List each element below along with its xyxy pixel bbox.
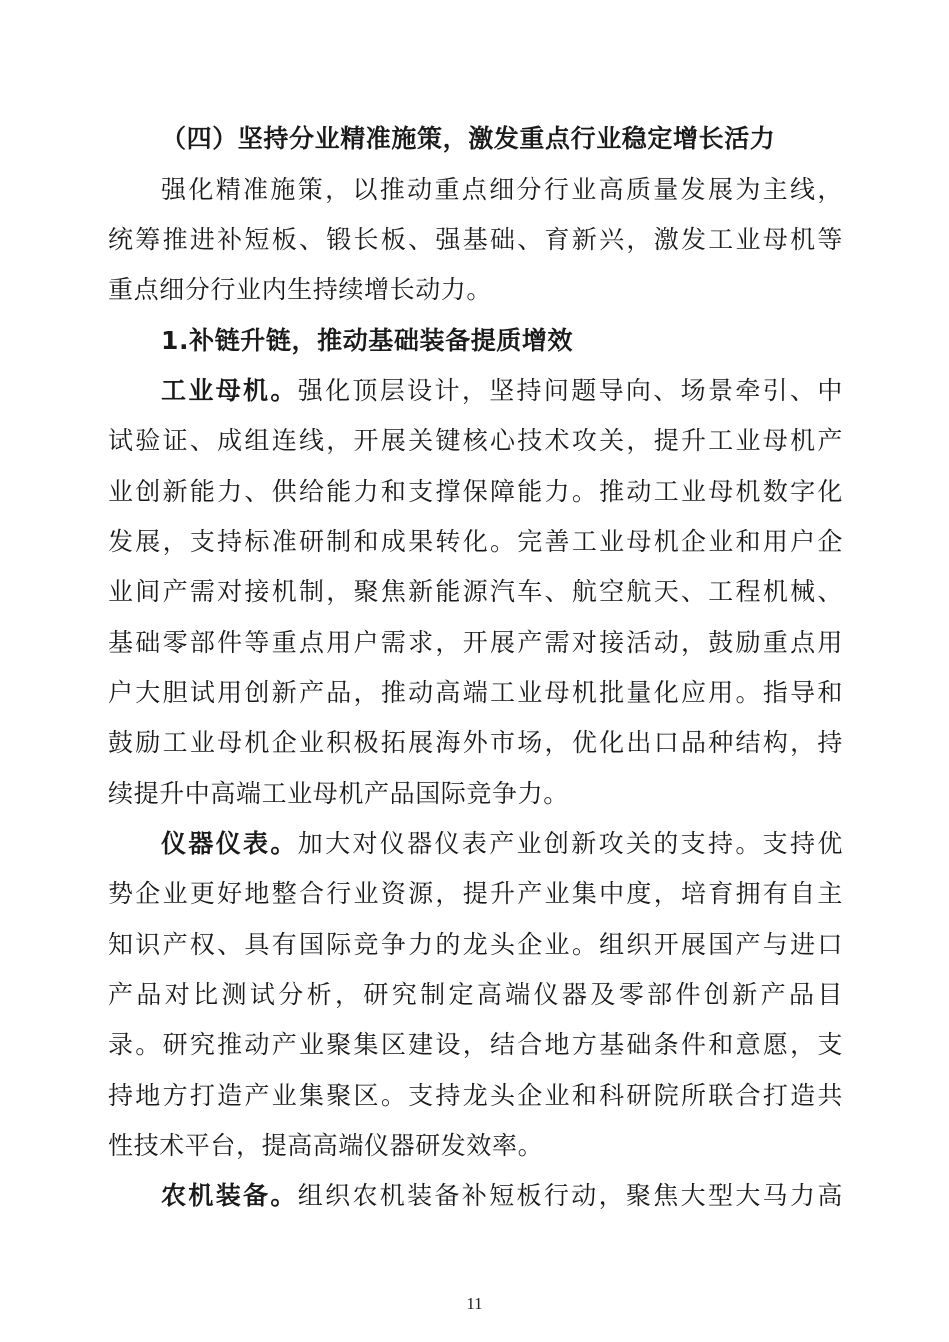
term-machine-tools: 工业母机。 — [161, 376, 298, 405]
paragraph-text: 组织农机装备补短板行动，聚焦大型大马力高 — [297, 1181, 843, 1210]
term-agri-machinery: 农机装备。 — [161, 1181, 298, 1210]
paragraph-first-line — [161, 819, 843, 869]
paragraph-line: 业创新能力、供给能力和支撑保障能力。推动工业母机数字化 — [108, 477, 843, 506]
paragraph-text: 强化顶层设计，坚持问题导向、场景牵引、中 — [297, 376, 843, 405]
intro-line: 统筹推进补短板、锻长板、强基础、育新兴，激发工业母机等 — [108, 225, 843, 254]
paragraph-text: 加大对仪器仪表产业创新攻关的支持。支持优 — [297, 829, 843, 858]
paragraph-first-line — [161, 366, 843, 416]
subheading: 1.补链升链，推动基础装备提质增效 — [161, 326, 574, 355]
intro-line: 重点细分行业内生持续增长动力。 — [108, 275, 493, 304]
paragraph-line: 基础零部件等重点用户需求，开展产需对接活动，鼓励重点用 — [108, 628, 843, 657]
paragraph-line: 产品对比测试分析，研究制定高端仪器及零部件创新产品目 — [108, 980, 843, 1009]
paragraph-line: 户大胆试用创新产品，推动高端工业母机批量化应用。指导和 — [108, 678, 843, 707]
paragraph-line: 录。研究推动产业聚集区建设，结合地方基础条件和意愿，支 — [108, 1030, 843, 1059]
paragraph-line: 业间产需对接机制，聚焦新能源汽车、航空航天、工程机械、 — [108, 577, 843, 606]
paragraph-line: 试验证、成组连线，开展关键核心技术攻关，提升工业母机产 — [108, 426, 843, 455]
term-instruments: 仪器仪表。 — [161, 829, 298, 858]
page-number: 11 — [466, 1294, 483, 1313]
paragraph-line: 鼓励工业母机企业积极拓展海外市场，优化出口品种结构，持 — [108, 728, 843, 757]
paragraph-line: 知识产权、具有国际竞争力的龙头企业。组织开展国产与进口 — [108, 930, 843, 959]
paragraph-line: 势企业更好地整合行业资源，提升产业集中度，培育拥有自主 — [108, 879, 843, 908]
paragraph-line: 发展，支持标准研制和成果转化。完善工业母机企业和用户企 — [108, 527, 843, 556]
paragraph-line: 性技术平台，提高高端仪器研发效率。 — [108, 1131, 544, 1160]
paragraph-line: 续提升中高端工业母机产品国际竞争力。 — [108, 779, 569, 808]
section-heading: （四）坚持分业精准施策，激发重点行业稳定增长活力 — [161, 124, 776, 153]
paragraph-first-line — [161, 1171, 843, 1221]
paragraph-line: 持地方打造产业集聚区。支持龙头企业和科研院所联合打造共 — [108, 1081, 843, 1110]
intro-line: 强化精准施策，以推动重点细分行业高质量发展为主线， — [161, 175, 843, 204]
